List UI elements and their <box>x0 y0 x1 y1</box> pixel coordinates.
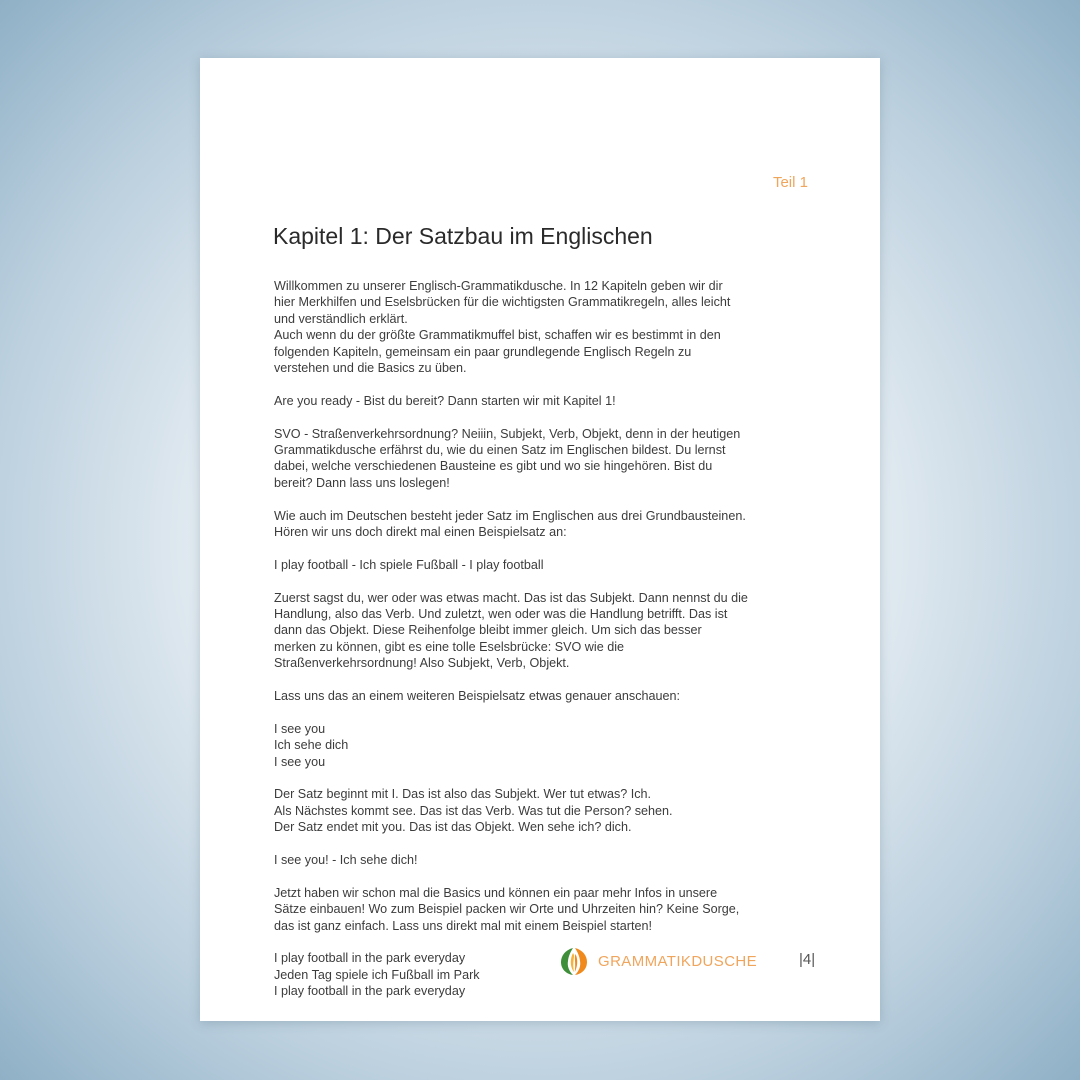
text-line: das ist ganz einfach. Lass uns direkt mal mit einem Beispiel starten! <box>274 918 652 933</box>
text-line: I see you <box>274 721 326 736</box>
text-line: I play football - Ich spiele Fußball - I play football <box>274 557 544 572</box>
body-paragraph <box>274 786 810 835</box>
text-line: Zuerst sagst du, wer oder was etwas macht. Das ist das Subjekt. Dann nennst du die <box>274 590 748 605</box>
body-paragraph <box>274 688 810 704</box>
page-number: |4| <box>799 951 816 968</box>
document-page <box>200 58 880 1021</box>
text-line: Auch wenn du der größte Grammatikmuffel bist, schaffen wir es bestimmt in den <box>274 328 721 343</box>
text-line: Grammatikdusche erfährst du, wie du einen Satz im Englischen bildest. Du lernst <box>274 443 726 458</box>
text-line: I see you <box>274 754 326 769</box>
grammatikdusche-logo-icon <box>558 945 590 977</box>
text-line: Als Nächstes kommt see. Das ist das Verb. Was tut die Person? sehen. <box>274 803 673 818</box>
body-paragraph <box>274 590 810 672</box>
text-line: I play football in the park everyday <box>274 984 466 999</box>
text-line: Der Satz beginnt mit I. Das ist also das Subjekt. Wer tut etwas? Ich. <box>274 787 652 802</box>
body-paragraph <box>274 852 810 868</box>
part-label: Teil 1 <box>772 174 808 191</box>
body-paragraph <box>274 885 810 934</box>
text-line: dabei, welche verschiedenen Bausteine es gibt und wo sie hingehören. Bist du <box>274 459 713 474</box>
chapter-title: Kapitel 1: Der Satzbau im Englischen <box>273 223 653 249</box>
text-line: Ich sehe dich <box>274 738 349 753</box>
text-line: Hören wir uns doch direkt mal einen Beispielsatz an: <box>274 525 567 540</box>
body-paragraph <box>274 557 810 573</box>
body-paragraph <box>274 393 810 409</box>
text-line: verstehen und die Basics zu üben. <box>274 361 467 376</box>
text-line: I see you! - Ich sehe dich! <box>274 853 418 868</box>
text-line: Wie auch im Deutschen besteht jeder Satz im Englischen aus drei Grundbausteinen. <box>274 508 746 523</box>
body-paragraph <box>274 426 810 492</box>
text-line: folgenden Kapiteln, gemeinsam ein paar grundlegende Englisch Regeln zu <box>274 344 692 359</box>
text-line: SVO - Straßenverkehrsordnung? Neiiin, Subjekt, Verb, Objekt, denn in der heutigen <box>274 426 741 441</box>
text-line: Straßenverkehrsordnung! Also Subjekt, Verb, Objekt. <box>274 656 570 671</box>
text-line: Are you ready - Bist du bereit? Dann starten wir mit Kapitel 1! <box>274 393 616 408</box>
text-line: Willkommen zu unserer Englisch-Grammatikdusche. In 12 Kapiteln geben wir dir <box>274 279 723 293</box>
text-line: Jeden Tag spiele ich Fußball im Park <box>274 967 480 982</box>
text-line: I play football in the park everyday <box>274 951 466 966</box>
text-line: und verständlich erklärt. <box>274 311 408 326</box>
chapter-body <box>274 278 810 1016</box>
text-line: merken zu können, gibt es eine tolle Eselsbrücke: SVO wie die <box>274 639 625 654</box>
text-line: dann das Objekt. Diese Reihenfolge bleibt immer gleich. Um sich das besser <box>274 623 702 638</box>
body-paragraph <box>274 508 810 541</box>
text-line: hier Merkhilfen und Eselsbrücken für die wichtigsten Grammatikregeln, alles leicht <box>274 295 731 310</box>
brand-name: GRAMMATIKDUSCHE <box>598 952 758 970</box>
text-line: Handlung, also das Verb. Und zuletzt, wen oder was die Handlung betrifft. Das ist <box>274 607 728 622</box>
text-line: Lass uns das an einem weiteren Beispielsatz etwas genauer anschauen: <box>274 689 681 704</box>
text-line: Der Satz endet mit you. Das ist das Objekt. Wen sehe ich? dich. <box>274 820 632 835</box>
text-line: Jetzt haben wir schon mal die Basics und können ein paar mehr Infos in unsere <box>274 885 718 900</box>
body-paragraph <box>274 721 810 770</box>
brand <box>558 944 757 978</box>
body-paragraph <box>274 278 810 376</box>
page-footer <box>200 944 880 978</box>
text-line: bereit? Dann lass uns loslegen! <box>274 475 450 490</box>
text-line: Sätze einbauen! Wo zum Beispiel packen wir Orte und Uhrzeiten hin? Keine Sorge, <box>274 902 740 917</box>
